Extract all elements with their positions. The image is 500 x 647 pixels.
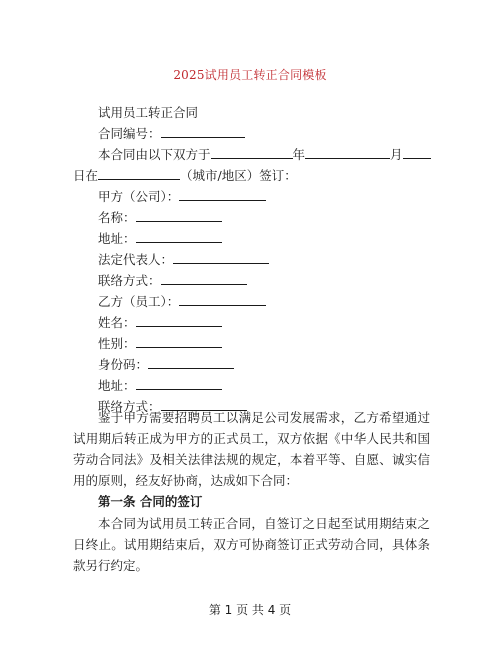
party-a-contact-blank	[161, 271, 247, 285]
party-a-field-label: 名称：	[98, 210, 136, 225]
party-b-label: 乙方（员工）：	[98, 294, 180, 309]
contract-name: 试用员工转正合同	[98, 105, 199, 120]
party-b-id-line	[98, 355, 234, 374]
month-blank	[305, 145, 390, 159]
party-b-field-label: 姓名：	[98, 315, 136, 330]
article-1-heading: 第一条 合同的签订	[98, 494, 203, 509]
party-b-address-blank	[136, 376, 222, 390]
party-b-gender-line	[98, 334, 222, 353]
party-b-name-blank	[136, 313, 222, 327]
article-1-body: 本合同为试用员工转正合同，自签订之日起至试用期结束之日终止。试用期结束后，双方可协商签订正式劳动合同，具体条款另行约定。	[73, 516, 430, 573]
signing-place-line	[73, 166, 297, 185]
contract-number-blank	[161, 124, 245, 138]
year-blank	[211, 145, 293, 159]
party-a-rep-line	[98, 250, 269, 269]
signing-date-line	[98, 145, 431, 164]
page-number: 第 1 页 共 4 页	[208, 603, 292, 617]
preamble-paragraph: 鉴于甲方需要招聘员工以满足公司发展需求，乙方希望通过试用期后转正成为甲方的正式员工，双方依据《中华人民共和国劳动合同法》及相关法律法规的规定，本着平等、自愿、诚实信用的原则，经友好协商，达成如下合同：	[73, 410, 430, 488]
year-label: 年	[292, 147, 306, 162]
party-b-id-blank	[148, 355, 234, 369]
party-a-field-label: 法定代表人：	[98, 252, 174, 267]
document-title: 2025试用员工转正合同模板	[173, 68, 327, 82]
place-suffix: （城市/地区）签订：	[180, 168, 297, 183]
party-a-blank	[179, 187, 266, 201]
party-b-line	[98, 292, 266, 311]
party-b-field-label: 身份码：	[98, 357, 149, 372]
party-a-contact-line	[98, 271, 247, 290]
party-b-name-line	[98, 313, 222, 332]
party-b-field-label: 地址：	[98, 378, 136, 393]
party-a-line	[98, 187, 266, 206]
party-a-field-label: 联络方式：	[98, 273, 161, 288]
party-a-rep-blank	[173, 250, 269, 264]
party-a-label: 甲方（公司）：	[98, 189, 180, 204]
contract-number-label: 合同编号：	[98, 126, 161, 141]
party-b-field-label: 性别：	[98, 336, 136, 351]
party-a-name-line	[98, 208, 222, 227]
party-b-address-line	[98, 376, 222, 395]
month-label: 月	[390, 147, 403, 162]
party-a-field-label: 地址：	[98, 231, 136, 246]
party-b-field-label: 联络方式：	[98, 399, 161, 414]
place-blank	[98, 166, 180, 180]
contract-number-line	[98, 124, 245, 143]
party-a-address-line	[98, 229, 222, 248]
party-b-gender-blank	[136, 334, 222, 348]
party-a-address-blank	[136, 229, 222, 243]
day-prefix: 日在	[73, 168, 99, 183]
party-a-name-blank	[136, 208, 222, 222]
signing-prefix: 本合同由以下双方于	[98, 147, 211, 162]
party-b-blank	[179, 292, 266, 306]
day-blank	[403, 145, 431, 159]
